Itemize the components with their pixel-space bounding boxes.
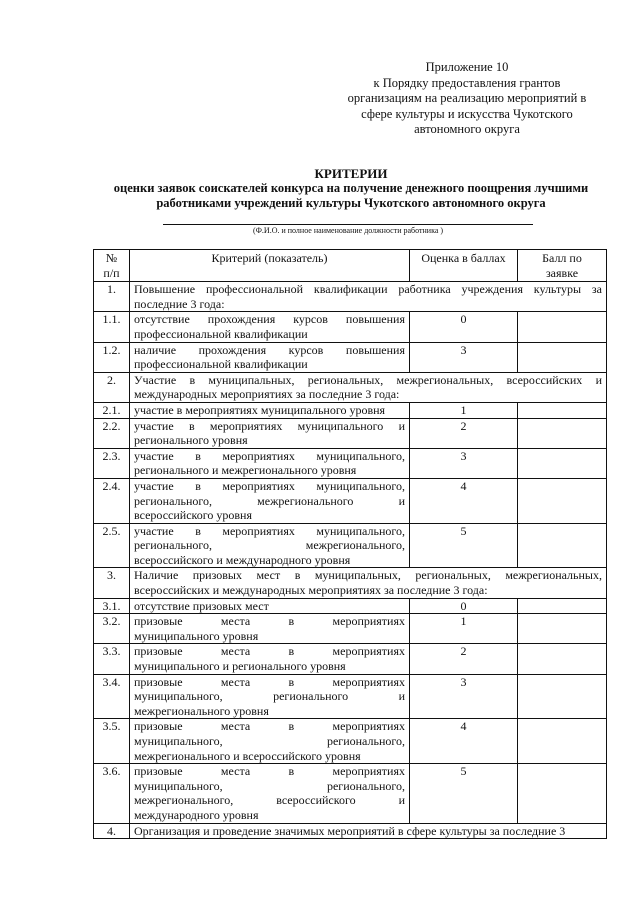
criterion-text bbox=[130, 418, 410, 448]
header-app-line: заявке bbox=[545, 265, 579, 280]
application-score-cell[interactable] bbox=[518, 402, 607, 418]
group-criterion bbox=[130, 823, 607, 839]
row-number: 2.5. bbox=[94, 523, 130, 568]
criterion-line: отсутствие прохождения курсов повышения bbox=[134, 312, 405, 327]
header-score: Оценка в баллах bbox=[410, 250, 518, 282]
table-row bbox=[94, 764, 607, 823]
row-number: 2.2. bbox=[94, 418, 130, 448]
table-row bbox=[94, 614, 607, 644]
application-score-cell[interactable] bbox=[518, 644, 607, 674]
fio-signature-line bbox=[163, 224, 533, 225]
score-value: 0 bbox=[410, 312, 518, 342]
group-criterion bbox=[130, 568, 607, 598]
criterion-text bbox=[130, 644, 410, 674]
application-score-cell[interactable] bbox=[518, 614, 607, 644]
criterion-text bbox=[130, 312, 410, 342]
criterion-text bbox=[130, 614, 410, 644]
criterion-text bbox=[130, 342, 410, 372]
score-value: 2 bbox=[410, 418, 518, 448]
header-app-line: Балл по bbox=[542, 251, 582, 265]
score-value: 4 bbox=[410, 478, 518, 523]
table-row bbox=[94, 418, 607, 448]
criterion-line: межрегионального, всероссийского и bbox=[134, 793, 405, 808]
criterion-line: межрегионального и всероссийского уровня bbox=[134, 748, 361, 763]
criterion-line: всероссийского уровня bbox=[134, 508, 252, 523]
criterion-line: всероссийских и международных мероприятиях за последние 3 года: bbox=[134, 583, 488, 598]
score-value: 2 bbox=[410, 644, 518, 674]
criterion-line: муниципального, регионального и bbox=[134, 689, 405, 704]
table-row bbox=[94, 342, 607, 372]
criterion-line: муниципального уровня bbox=[134, 628, 259, 643]
criterion-line: участие в мероприятиях муниципального и bbox=[134, 418, 405, 433]
score-value: 1 bbox=[410, 614, 518, 644]
document-title bbox=[90, 166, 612, 211]
criterion-line: Участие в муниципальных, региональных, межрегиональных, всероссийских и bbox=[134, 372, 602, 387]
table-group-row bbox=[94, 282, 607, 312]
criterion-text bbox=[130, 402, 410, 418]
criterion-line: Повышение профессиональной квалификации работника учреждения культуры за bbox=[134, 282, 602, 297]
table-row bbox=[94, 478, 607, 523]
criterion-line: участие в мероприятиях муниципального уровня bbox=[134, 402, 386, 417]
appendix-line: Приложение 10 bbox=[425, 60, 509, 74]
criterion-line: регионального, межрегионального, bbox=[134, 538, 405, 553]
application-score-cell[interactable] bbox=[518, 764, 607, 823]
criterion-line: международного уровня bbox=[134, 807, 259, 822]
appendix-line: организациям на реализацию мероприятий в bbox=[347, 91, 587, 105]
criterion-line: призовые места в мероприятиях bbox=[134, 644, 405, 659]
criterion-line: регионального, межрегионального и bbox=[134, 493, 405, 508]
row-number: 3.3. bbox=[94, 644, 130, 674]
row-number: 2.1. bbox=[94, 402, 130, 418]
criterion-text bbox=[130, 674, 410, 719]
table-group-row bbox=[94, 372, 607, 402]
application-score-cell[interactable] bbox=[518, 418, 607, 448]
criterion-text bbox=[130, 448, 410, 478]
row-number: 2.3. bbox=[94, 448, 130, 478]
appendix-line: к Порядку предоставления грантов bbox=[373, 75, 561, 90]
application-score-cell[interactable] bbox=[518, 478, 607, 523]
appendix-line: автономного округа bbox=[414, 122, 520, 136]
criterion-text bbox=[130, 764, 410, 823]
title-line: работниками учреждений культуры Чукотского автономного округа bbox=[156, 196, 546, 210]
application-score-cell[interactable] bbox=[518, 598, 607, 614]
criterion-line: межрегионального уровня bbox=[134, 703, 269, 718]
row-number: 4. bbox=[94, 823, 130, 839]
row-number: 3.1. bbox=[94, 598, 130, 614]
score-value: 3 bbox=[410, 342, 518, 372]
row-number: 3.4. bbox=[94, 674, 130, 719]
criterion-line: призовые места в мероприятиях bbox=[134, 674, 405, 689]
criterion-line: муниципального, регионального, bbox=[134, 778, 405, 793]
row-number: 3. bbox=[94, 568, 130, 598]
criterion-line: регионального и межрегионального уровня bbox=[134, 463, 357, 478]
criterion-line: участие в мероприятиях муниципального, bbox=[134, 448, 405, 463]
header-num bbox=[94, 250, 130, 282]
table-group-row bbox=[94, 568, 607, 598]
criteria-table bbox=[93, 249, 607, 839]
row-number: 2.4. bbox=[94, 478, 130, 523]
table-row bbox=[94, 523, 607, 568]
row-number: 1.1. bbox=[94, 312, 130, 342]
criterion-line: регионального уровня bbox=[134, 433, 248, 448]
row-number: 3.6. bbox=[94, 764, 130, 823]
criterion-line: Организация и проведение значимых мероприятий в сфере культуры за последние 3 bbox=[134, 823, 566, 838]
application-score-cell[interactable] bbox=[518, 342, 607, 372]
application-score-cell[interactable] bbox=[518, 719, 607, 764]
table-row bbox=[94, 312, 607, 342]
criterion-line: призовые места в мероприятиях bbox=[134, 764, 405, 779]
fio-caption: (Ф.И.О. и полное наименование должности работника ) bbox=[252, 226, 444, 235]
score-value: 4 bbox=[410, 719, 518, 764]
criterion-text bbox=[130, 478, 410, 523]
criterion-line: отсутствие призовых мест bbox=[134, 598, 269, 613]
criterion-line: призовые места в мероприятиях bbox=[134, 614, 405, 629]
header-application bbox=[518, 250, 607, 282]
criterion-line: призовые места в мероприятиях bbox=[134, 719, 405, 734]
application-score-cell[interactable] bbox=[518, 674, 607, 719]
criterion-line: муниципального и регионального уровня bbox=[134, 659, 346, 674]
criterion-line: международных мероприятиях за последние 3 года: bbox=[134, 387, 400, 402]
appendix-header bbox=[336, 60, 598, 138]
score-value: 3 bbox=[410, 674, 518, 719]
criterion-line: профессиональной квалификации bbox=[134, 326, 308, 341]
score-value: 5 bbox=[410, 523, 518, 568]
table-row bbox=[94, 719, 607, 764]
criterion-line: профессиональной квалификации bbox=[134, 357, 308, 372]
score-value: 3 bbox=[410, 448, 518, 478]
row-number: 1. bbox=[94, 282, 130, 312]
table-header-row bbox=[94, 250, 607, 282]
criterion-line: наличие прохождения курсов повышения bbox=[134, 342, 405, 357]
header-num-line: № bbox=[105, 251, 118, 265]
table-row bbox=[94, 644, 607, 674]
table-group-row bbox=[94, 823, 607, 839]
group-criterion bbox=[130, 372, 607, 402]
criterion-text bbox=[130, 719, 410, 764]
header-num-line: п/п bbox=[103, 265, 120, 280]
table-row bbox=[94, 402, 607, 418]
title-heading: КРИТЕРИИ bbox=[314, 166, 388, 181]
criterion-line: последние 3 года: bbox=[134, 296, 225, 311]
table-row bbox=[94, 448, 607, 478]
criterion-line: Наличие призовых мест в муниципальных, региональных, межрегиональных, bbox=[134, 568, 602, 583]
appendix-line: сфере культуры и искусства Чукотского bbox=[361, 106, 573, 121]
score-value: 5 bbox=[410, 764, 518, 823]
table-row bbox=[94, 598, 607, 614]
score-value: 1 bbox=[410, 402, 518, 418]
row-number: 3.5. bbox=[94, 719, 130, 764]
application-score-cell[interactable] bbox=[518, 448, 607, 478]
row-number: 3.2. bbox=[94, 614, 130, 644]
header-criterion: Критерий (показатель) bbox=[130, 250, 410, 282]
row-number: 2. bbox=[94, 372, 130, 402]
criterion-line: всероссийского и международного уровня bbox=[134, 552, 351, 567]
table-row bbox=[94, 674, 607, 719]
application-score-cell[interactable] bbox=[518, 312, 607, 342]
criterion-text bbox=[130, 598, 410, 614]
criterion-text bbox=[130, 523, 410, 568]
group-criterion bbox=[130, 282, 607, 312]
row-number: 1.2. bbox=[94, 342, 130, 372]
application-score-cell[interactable] bbox=[518, 523, 607, 568]
criterion-line: муниципального, регионального, bbox=[134, 734, 405, 748]
criterion-line: участие в мероприятиях муниципального, bbox=[134, 523, 405, 538]
criterion-line: участие в мероприятиях муниципального, bbox=[134, 478, 405, 493]
score-value: 0 bbox=[410, 598, 518, 614]
title-line: оценки заявок соискателей конкурса на получение денежного поощрения лучшими bbox=[113, 181, 589, 195]
